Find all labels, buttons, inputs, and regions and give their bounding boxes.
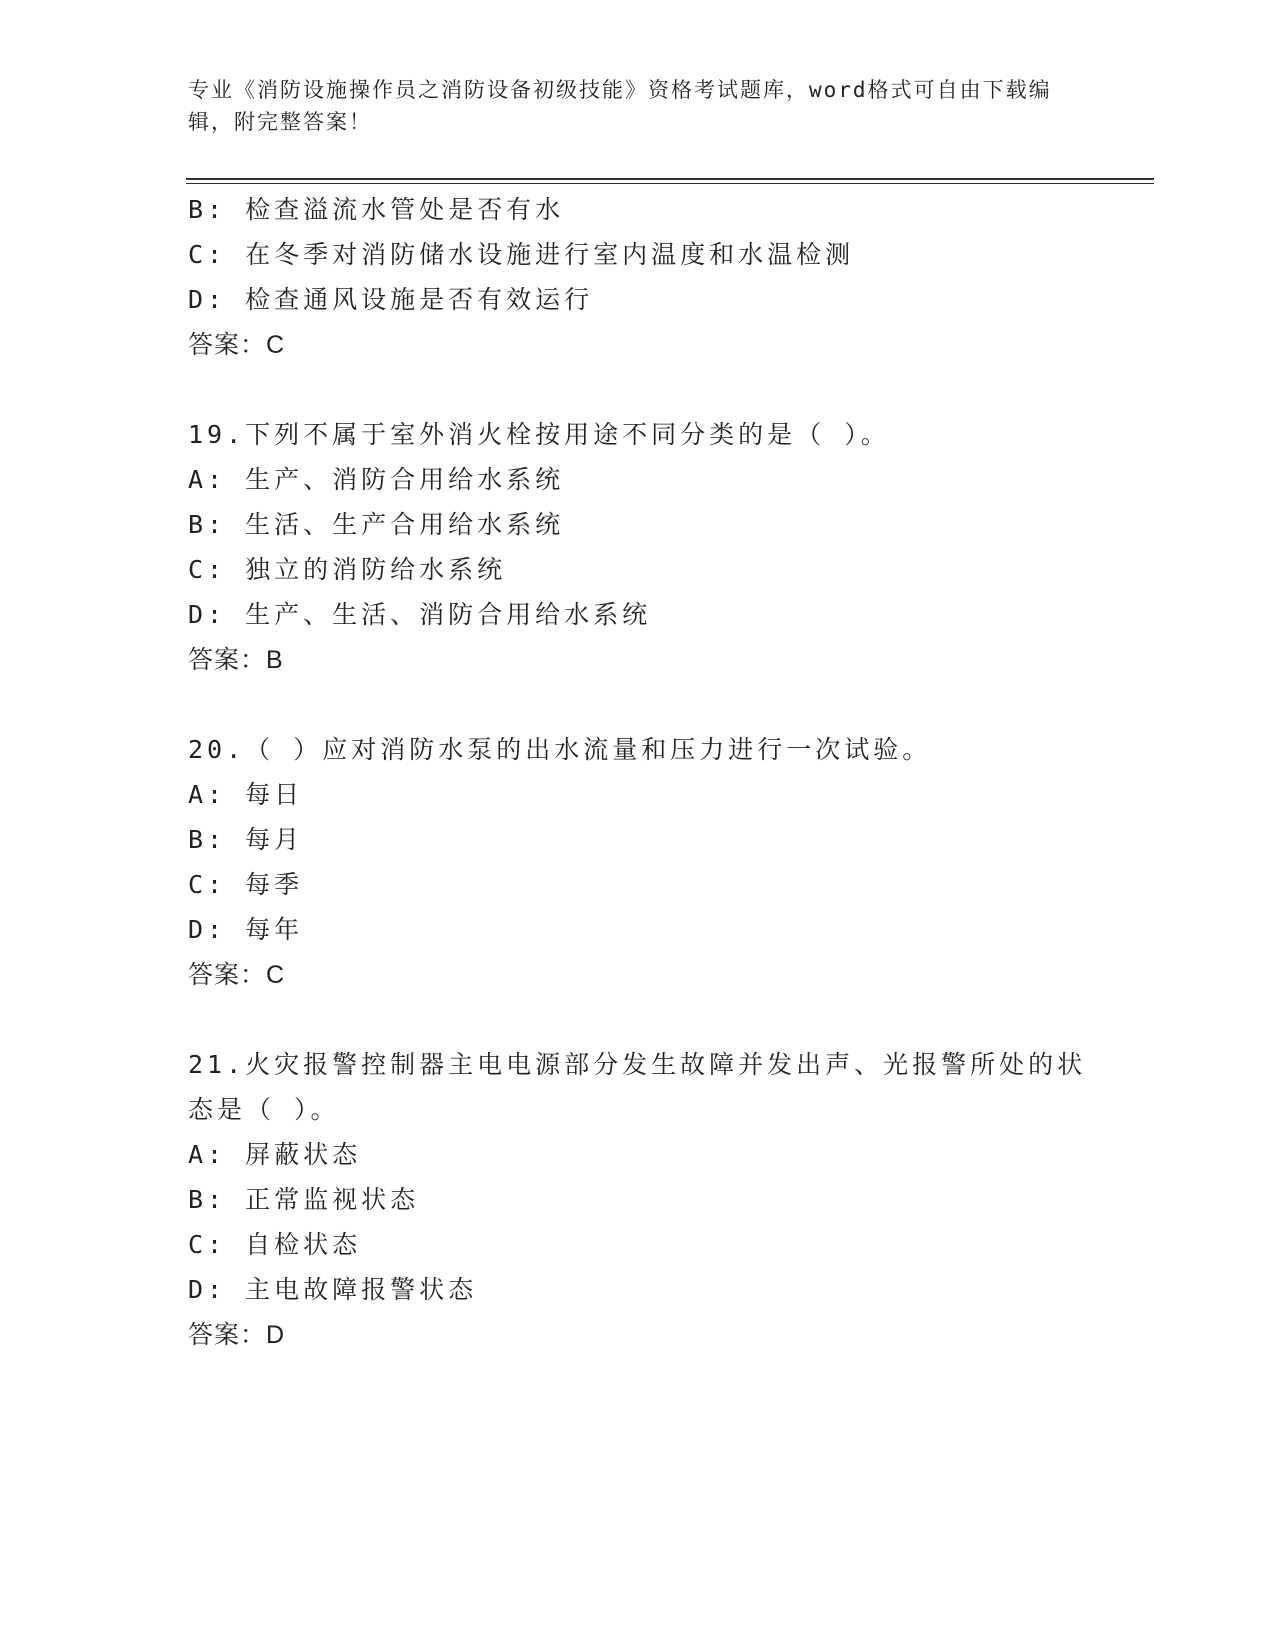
answer: 答案：C [188, 331, 286, 359]
document-header: 专业《消防设施操作员之消防设备初级技能》资格考试题库，word格式可自由下载编辑，附完整答案！ [188, 78, 1052, 134]
option-b: B: 正常监视状态 [188, 1185, 420, 1214]
option-d: D: 生产、生活、消防合用给水系统 [188, 600, 652, 629]
question-stem: 20.（ ）应对消防水泵的出水流量和压力进行一次试验。 [188, 735, 932, 764]
option-c: C: 独立的消防给水系统 [188, 555, 507, 584]
option-b: B: 检查溢流水管处是否有水 [188, 195, 565, 224]
answer: 答案：D [188, 1321, 286, 1349]
question-stem-continued: 态是（ ）。 [188, 1095, 340, 1124]
option-c: C: 自检状态 [188, 1230, 362, 1259]
option-c: C: 每季 [188, 870, 304, 899]
option-b: B: 生活、生产合用给水系统 [188, 510, 565, 539]
option-a: A: 屏蔽状态 [188, 1140, 362, 1169]
option-b: B: 每月 [188, 825, 304, 854]
option-c: C: 在冬季对消防储水设施进行室内温度和水温检测 [188, 240, 855, 269]
option-d: D: 主电故障报警状态 [188, 1275, 478, 1304]
answer: 答案：C [188, 961, 286, 989]
option-d: D: 每年 [188, 915, 304, 944]
header-divider-thick [186, 178, 1154, 180]
header-divider-thin [186, 183, 1154, 184]
option-a: A: 每日 [188, 780, 304, 809]
option-a: A: 生产、消防合用给水系统 [188, 465, 565, 494]
question-stem: 19.下列不属于室外消火栓按用途不同分类的是（ ）。 [188, 420, 890, 449]
answer: 答案：B [188, 646, 284, 674]
question-stem: 21.火灾报警控制器主电电源部分发生故障并发出声、光报警所处的状 [188, 1050, 1087, 1079]
option-d: D: 检查通风设施是否有效运行 [188, 285, 594, 314]
